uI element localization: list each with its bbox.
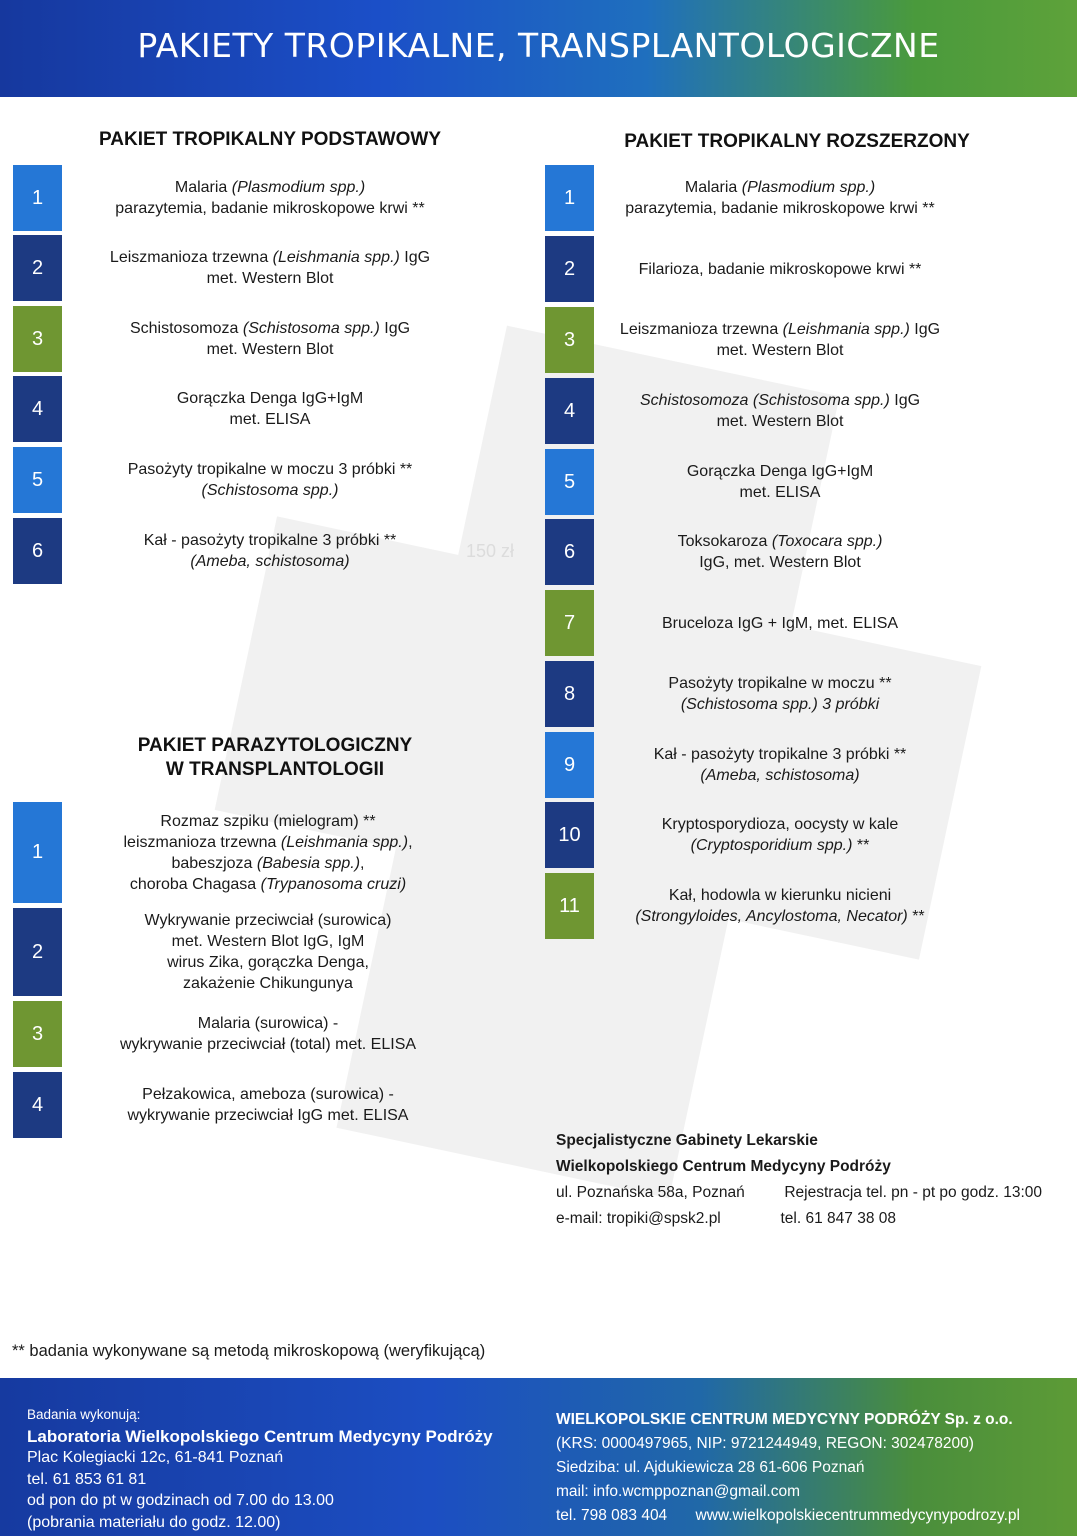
item-text: Malaria	[174, 179, 232, 196]
item-line	[130, 874, 406, 895]
item-description	[600, 449, 960, 515]
item-number-badge: 3	[13, 1001, 62, 1067]
item-text: Malaria (surowica) -	[197, 1015, 339, 1032]
item-text: Kał, hodowla w kierunku nicieni	[668, 887, 892, 904]
item-description	[600, 590, 960, 656]
item-text: Kał - pasożyty tropikalne 3 próbki **	[143, 532, 397, 549]
list-item	[13, 1072, 463, 1138]
item-number-badge: 4	[13, 1072, 62, 1138]
item-number-badge: 5	[13, 447, 62, 513]
item-latin-name: Schistosomoza (Schistosoma spp.)	[639, 392, 890, 409]
item-text: Pełzakowica, ameboza (surowica) -	[142, 1086, 394, 1103]
item-text: met. Western Blot	[206, 270, 334, 287]
item-text: Pasożyty tropikalne w moczu 3 próbki **	[127, 461, 413, 478]
item-latin-name: (Leishmania spp.)	[272, 249, 400, 266]
item-line	[717, 340, 844, 361]
list-item	[545, 519, 960, 585]
list-item	[545, 449, 960, 515]
footer-company-phone: tel. 798 083 404	[556, 1507, 668, 1524]
footer-lab-phone: tel. 61 853 61 81	[27, 1470, 147, 1488]
item-latin-name: (Schistosoma spp.)	[201, 482, 339, 499]
item-line	[681, 694, 879, 715]
item-line	[639, 259, 922, 280]
item-latin-name: (Leishmania spp.)	[782, 321, 910, 338]
item-line	[669, 885, 891, 906]
item-description	[73, 1001, 463, 1067]
item-description	[73, 908, 463, 996]
item-latin-name: (Toxocara spp.)	[771, 533, 883, 550]
item-latin-name: (Leishmania spp.)	[280, 833, 409, 851]
list-item	[13, 235, 465, 301]
item-number-badge: 1	[13, 802, 62, 903]
item-text: IgG	[909, 321, 941, 338]
clinic-phone: tel. 61 847 38 08	[780, 1210, 896, 1227]
item-line	[717, 411, 844, 432]
item-latin-name: (Cryptosporidium spp.)	[690, 837, 853, 854]
transplant-title-line1: PAKIET PARAZYTOLOGICZNY	[137, 735, 413, 756]
item-description	[600, 732, 960, 798]
item-line	[110, 247, 430, 268]
item-line	[128, 459, 413, 480]
item-text: wykrywanie przeciwciał (total) met. ELISA	[119, 1036, 417, 1053]
item-number-badge: 2	[13, 908, 62, 996]
item-text: parazytemia, badanie mikroskopowe krwi **	[115, 200, 425, 217]
item-text: met. Western Blot	[206, 341, 334, 358]
list-item	[13, 1001, 463, 1067]
item-line	[687, 461, 873, 482]
item-text: met. Western Blot IgG, IgM	[171, 933, 365, 950]
item-number-badge: 2	[545, 236, 594, 302]
item-latin-name: (Ameba, schistosoma)	[190, 553, 350, 570]
list-item	[545, 165, 960, 231]
item-line	[190, 551, 349, 572]
list-item	[545, 732, 960, 798]
item-text: wykrywanie przeciwciał IgG met. ELISA	[127, 1107, 409, 1124]
item-line	[172, 931, 365, 952]
item-latin-name: (Schistosoma spp.)	[242, 320, 380, 337]
item-text: Kał - pasożyty tropikalne 3 próbki **	[653, 746, 907, 763]
item-description	[600, 802, 960, 868]
item-description	[75, 306, 465, 372]
item-text: wirus Zika, gorączka Denga,	[167, 954, 369, 971]
item-line	[130, 318, 410, 339]
item-text: Gorączka Denga IgG+IgM	[176, 390, 364, 407]
item-text: Kryptosporydioza, oocysty w kale	[661, 816, 899, 833]
item-line	[685, 177, 875, 198]
item-text: Pasożyty tropikalne w moczu **	[668, 675, 892, 692]
item-text: Rozmaz szpiku (mielogram) **	[160, 812, 376, 830]
item-description	[73, 1072, 463, 1138]
item-number-badge: 4	[13, 376, 62, 442]
item-line	[177, 388, 363, 409]
footer-company-ids: (KRS: 0000497965, NIP: 9721244949, REGON: 302478200)	[556, 1435, 974, 1452]
item-line	[175, 177, 365, 198]
footer-lab-note: (pobrania materiału do godz. 12.00)	[27, 1513, 281, 1531]
item-text: babeszjoza	[171, 854, 257, 872]
item-text: met. Western Blot	[716, 413, 844, 430]
item-text: Leiszmanioza trzewna	[109, 249, 273, 266]
item-number-badge: 6	[13, 518, 62, 584]
list-item	[545, 802, 960, 868]
item-description	[600, 873, 960, 939]
item-description	[75, 376, 465, 442]
item-text: IgG, met. Western Blot	[699, 554, 861, 571]
item-number-badge: 9	[545, 732, 594, 798]
item-line	[625, 198, 934, 219]
list-item	[13, 376, 465, 442]
item-latin-name: (Babesia spp.)	[256, 854, 361, 872]
item-text: zakażenie Chikungunya	[183, 975, 353, 992]
item-text: IgG	[399, 249, 431, 266]
list-item	[13, 802, 463, 903]
item-text: met. Western Blot	[716, 342, 844, 359]
clinic-contact	[556, 1128, 1056, 1232]
clinic-email: e-mail: tropiki@spsk2.pl	[556, 1210, 721, 1227]
item-text: Filarioza, badanie mikroskopowe krwi **	[638, 260, 922, 278]
item-description	[75, 447, 465, 513]
item-number-badge: 1	[545, 165, 594, 231]
footer-company-www[interactable]: www.wielkopolskiecentrummedycynypodrozy.pl	[695, 1507, 1020, 1524]
item-line	[662, 613, 898, 634]
item-line	[662, 814, 899, 835]
watermark-price: 150 zł	[466, 541, 515, 561]
item-line	[171, 853, 364, 874]
item-text: IgG	[889, 392, 921, 409]
item-line	[198, 1013, 338, 1034]
item-number-badge: 3	[13, 306, 62, 372]
item-line	[167, 952, 369, 973]
item-text: **	[852, 837, 870, 854]
item-line	[115, 198, 424, 219]
item-description	[75, 165, 465, 231]
footer-lab-hours: od pon do pt w godzinach od 7.00 do 13.00	[27, 1492, 334, 1509]
basic-package-title: PAKIET TROPIKALNY PODSTAWOWY	[98, 129, 441, 150]
footer-lab-name: Laboratoria Wielkopolskiego Centrum Medycyny Podróży	[27, 1426, 493, 1446]
item-number-badge: 5	[545, 449, 594, 515]
item-line	[668, 673, 891, 694]
item-text: Malaria	[684, 179, 742, 196]
footer-company-info	[556, 1408, 1066, 1528]
transplant-title-line2: W TRANSPLANTOLOGII	[165, 759, 385, 780]
footnote: ** badania wykonywane są metodą mikroskopową (weryfikującą)	[12, 1342, 486, 1360]
item-description	[75, 518, 465, 584]
list-item	[13, 908, 463, 996]
footer-lab-info	[27, 1404, 493, 1533]
item-line	[144, 910, 391, 931]
item-line	[207, 339, 334, 360]
list-item	[13, 165, 465, 231]
item-line	[620, 319, 940, 340]
footer-company-title: WIELKOPOLSKIE CENTRUM MEDYCYNY PODRÓŻY	[556, 1411, 941, 1428]
item-text: IgG	[379, 320, 411, 337]
item-latin-name: (Schistosoma spp.) 3 próbki	[680, 696, 880, 713]
item-text: Toksokaroza	[677, 533, 772, 550]
list-item	[545, 378, 960, 444]
item-description	[600, 519, 960, 585]
footer-banner	[0, 1378, 1077, 1536]
list-item	[13, 518, 465, 584]
item-description	[75, 235, 465, 301]
item-latin-name: (Plasmodium spp.)	[741, 179, 876, 196]
item-latin-name: (Trypanosoma cruzi)	[260, 875, 407, 893]
page-title: PAKIETY TROPIKALNE, TRANSPLANTOLOGICZNE	[137, 26, 940, 65]
list-item	[545, 236, 960, 302]
footer-intro: Badania wykonują:	[27, 1407, 141, 1422]
item-line	[640, 390, 920, 411]
item-text: **	[907, 908, 925, 925]
item-line	[699, 552, 861, 573]
item-number-badge: 6	[545, 519, 594, 585]
item-description	[600, 236, 960, 302]
item-latin-name: (Plasmodium spp.)	[231, 179, 366, 196]
item-line	[160, 811, 375, 832]
footer-lab-address: Plac Kolegiacki 12c, 61-841 Poznań	[27, 1449, 284, 1466]
item-line	[183, 973, 353, 994]
item-line	[230, 409, 311, 430]
item-line	[142, 1084, 394, 1105]
clinic-registration: Rejestracja tel. pn - pt po godz. 13:00	[784, 1184, 1042, 1201]
list-item	[545, 590, 960, 656]
item-text: met. ELISA	[739, 484, 821, 501]
item-line	[123, 832, 412, 853]
item-number-badge: 2	[13, 235, 62, 301]
clinic-address: ul. Poznańska 58a, Poznań	[556, 1184, 745, 1201]
list-item	[13, 306, 465, 372]
item-latin-name: (Ameba, schistosoma)	[700, 767, 860, 784]
item-line	[202, 480, 339, 501]
item-description	[600, 165, 960, 231]
footer-company-mail[interactable]: mail: info.wcmppoznan@gmail.com	[556, 1483, 801, 1500]
item-number-badge: 11	[545, 873, 594, 939]
item-number-badge: 4	[545, 378, 594, 444]
item-latin-name: (Strongyloides, Ancylostoma, Necator)	[635, 908, 908, 925]
item-description	[73, 802, 463, 903]
item-line	[128, 1105, 409, 1126]
clinic-name-line2: Wielkopolskiego Centrum Medycyny Podróży	[556, 1158, 891, 1175]
item-line	[654, 744, 907, 765]
item-line	[635, 906, 924, 927]
item-line	[700, 765, 859, 786]
item-text: Bruceloza IgG + IgM, met. ELISA	[661, 614, 899, 632]
list-item	[13, 447, 465, 513]
item-description	[600, 378, 960, 444]
item-number-badge: 7	[545, 590, 594, 656]
item-text: parazytemia, badanie mikroskopowe krwi **	[625, 200, 935, 217]
item-line	[691, 835, 870, 856]
extended-package-title: PAKIET TROPIKALNY ROZSZERZONY	[624, 131, 970, 152]
item-text: Gorączka Denga IgG+IgM	[686, 463, 874, 480]
item-number-badge: 3	[545, 307, 594, 373]
item-text: Wykrywanie przeciwciał (surowica)	[144, 912, 392, 929]
item-text: leiszmanioza trzewna	[123, 833, 281, 851]
item-number-badge: 10	[545, 802, 594, 868]
item-line	[678, 531, 883, 552]
item-line	[120, 1034, 416, 1055]
list-item	[545, 307, 960, 373]
item-text: ,	[360, 854, 365, 872]
footer-company-suffix: Sp. z o.o.	[940, 1411, 1013, 1428]
footer-company-seat: Siedziba: ul. Ajdukiewicza 28 61-606 Poznań	[556, 1459, 865, 1476]
item-text: Schistosomoza	[129, 320, 243, 337]
item-number-badge: 1	[13, 165, 62, 231]
footer-company-name	[556, 1408, 1066, 1432]
item-text: choroba Chagasa	[129, 875, 261, 893]
item-description	[600, 661, 960, 727]
item-text: met. ELISA	[229, 411, 311, 428]
item-line	[740, 482, 821, 503]
item-line	[144, 530, 397, 551]
clinic-name-line1: Specjalistyczne Gabinety Lekarskie	[556, 1132, 818, 1149]
list-item	[545, 661, 960, 727]
header-banner	[0, 0, 1077, 97]
item-text: Leiszmanioza trzewna	[619, 321, 783, 338]
item-text: ,	[408, 833, 413, 851]
item-line	[207, 268, 334, 289]
item-number-badge: 8	[545, 661, 594, 727]
transplant-package-title	[80, 734, 470, 782]
item-description	[600, 307, 960, 373]
list-item	[545, 873, 960, 939]
